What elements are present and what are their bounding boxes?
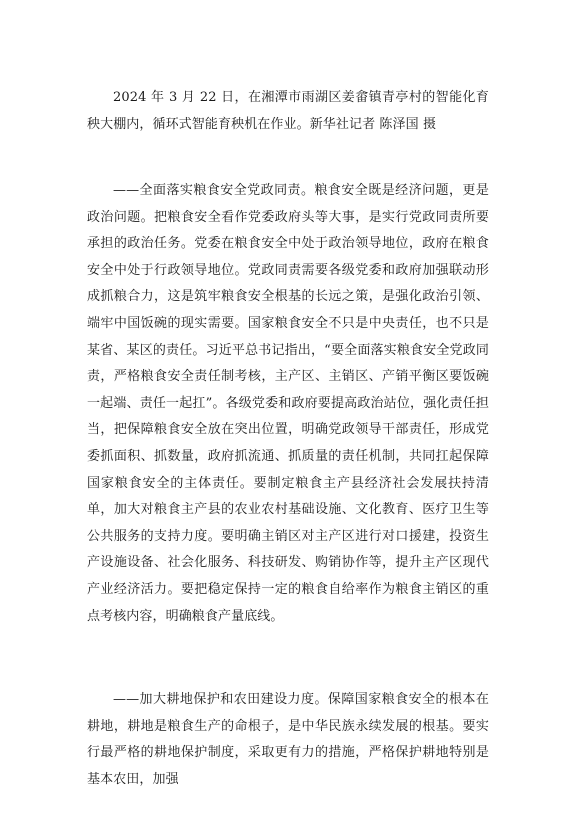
photo-caption: 2024 年 3 月 22 日，在湘潭市雨湖区姜畲镇青亭村的智能化育秧大棚内，循环式智能育秧机在作业。新华社记者 陈泽国 摄 <box>87 90 489 132</box>
body-paragraph: ——全面落实粮食安全党政同责。粮食安全既是经济问题，更是政治问题。把粮食安全看作党委政府头等大事，是实行党政同责所要承担的政治任务。党委在粮食安全中处于政治领导地位，政府在粮食安全中处于行政领导地位。党政同责需要各级党委和政府加强联动形成抓粮合力，这是筑牢粮食安全根基的长远之策，是强化政治引领、端牢中国饭碗的现实需要。国家粮食安全不只是中央责任，也不只是某省、某区的责任。习近平总书记指出，“要全面落实粮食安全党政同责，严格粮食安全责任制考核，主产区、主销区、产销平衡区要饭碗一起端、责任一起扛”。各级党委和政府要提高政治站位，强化责任担当，把保障粮食安全放在突出位置，明确党政领导干部责任，形成党委抓面积、抓数量，政府抓流通、抓质量的责任机制，共同扛起保障国家粮食安全的主体责任。要制定粮食主产县经济社会发展扶持清单，加大对粮食主产县的农业农村基础设施、文化教育、医疗卫生等公共服务的支持力度。要明确主销区对主产区进行对口援建，投资生产设施设备、社会化服务、科技研发、购销协作等，提升主产区现代产业经济活力。要把稳定保持一定的粮食自给率作为粮食主销区的重点考核内容，明确粮食产量底线。 <box>87 183 489 624</box>
body-paragraph: ——加大耕地保护和农田建设力度。保障国家粮食安全的根本在耕地，耕地是粮食生产的命根子，是中华民族永续发展的根基。要实行最严格的耕地保护制度，采取更有力的措施，严格保护耕地特别是基本农田，加强 <box>87 692 489 787</box>
